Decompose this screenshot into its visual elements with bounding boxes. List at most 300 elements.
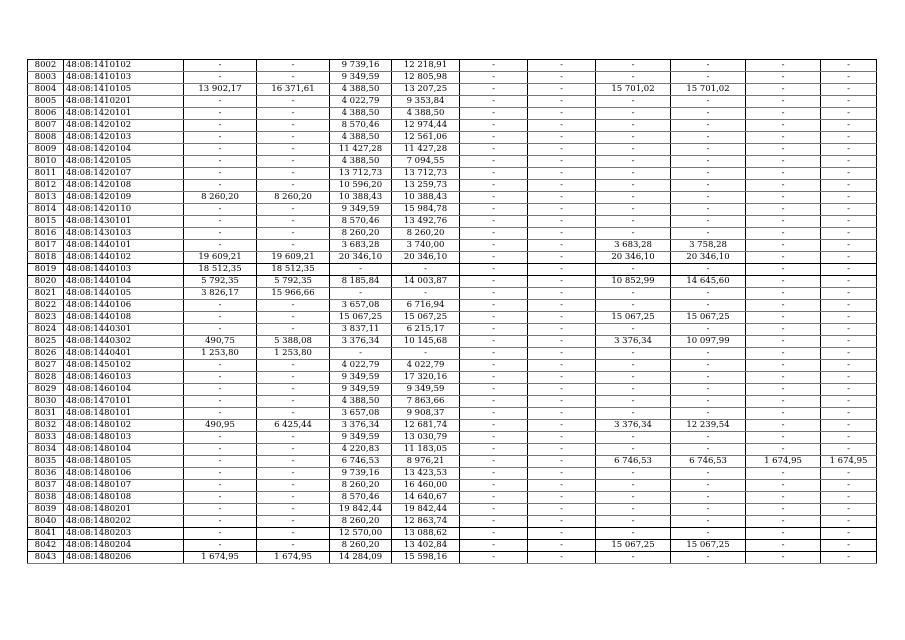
value-col-8-cell: - bbox=[528, 432, 596, 444]
table-row bbox=[28, 168, 877, 180]
table-row bbox=[28, 84, 877, 96]
table-row bbox=[28, 312, 877, 324]
table-row bbox=[28, 216, 877, 228]
value-col-12-cell: - bbox=[821, 156, 877, 168]
value-col-12-cell: - bbox=[821, 540, 877, 552]
value-col-10-cell: 15 067,25 bbox=[671, 312, 746, 324]
value-col-5-cell: 3 376,34 bbox=[330, 420, 392, 432]
value-col-8-cell: - bbox=[528, 540, 596, 552]
row-number-cell: 8035 bbox=[28, 456, 64, 468]
value-col-11-cell: - bbox=[746, 324, 821, 336]
value-col-5-cell: 10 596,20 bbox=[330, 180, 392, 192]
value-col-10-cell: - bbox=[671, 396, 746, 408]
value-col-10-cell: - bbox=[671, 168, 746, 180]
value-col-11-cell: - bbox=[746, 528, 821, 540]
value-col-8-cell: - bbox=[528, 504, 596, 516]
cadastral-number-cell: 48:08:1410103 bbox=[64, 72, 184, 84]
value-col-11-cell: - bbox=[746, 552, 821, 564]
value-col-7-cell: - bbox=[460, 504, 528, 516]
value-col-10-cell: - bbox=[671, 516, 746, 528]
value-col-5-cell: 9 349,59 bbox=[330, 72, 392, 84]
row-number-cell: 8026 bbox=[28, 348, 64, 360]
value-col-3-cell: - bbox=[184, 528, 257, 540]
value-col-12-cell: - bbox=[821, 132, 877, 144]
value-col-12-cell: - bbox=[821, 252, 877, 264]
table-row bbox=[28, 156, 877, 168]
row-number-cell: 8005 bbox=[28, 96, 64, 108]
value-col-5-cell: 4 388,50 bbox=[330, 132, 392, 144]
value-col-3-cell: - bbox=[184, 216, 257, 228]
value-col-12-cell: - bbox=[821, 432, 877, 444]
cadastral-number-cell: 48:08:1420103 bbox=[64, 132, 184, 144]
table-row bbox=[28, 420, 877, 432]
value-col-7-cell: - bbox=[460, 276, 528, 288]
value-col-10-cell: - bbox=[671, 372, 746, 384]
value-col-10-cell: - bbox=[671, 72, 746, 84]
value-col-8-cell: - bbox=[528, 408, 596, 420]
value-col-4-cell: 1 674,95 bbox=[257, 552, 330, 564]
value-col-5-cell: 15 067,25 bbox=[330, 312, 392, 324]
value-col-10-cell: - bbox=[671, 348, 746, 360]
value-col-9-cell: - bbox=[596, 144, 671, 156]
value-col-4-cell: - bbox=[257, 228, 330, 240]
value-col-6-cell: 13 030,79 bbox=[392, 432, 460, 444]
cadastral-number-cell: 48:08:1480104 bbox=[64, 444, 184, 456]
value-col-11-cell: - bbox=[746, 360, 821, 372]
row-number-cell: 8004 bbox=[28, 84, 64, 96]
value-col-11-cell: - bbox=[746, 468, 821, 480]
value-col-6-cell: 15 984,78 bbox=[392, 204, 460, 216]
value-col-12-cell: - bbox=[821, 300, 877, 312]
value-col-6-cell: 10 145,68 bbox=[392, 336, 460, 348]
value-col-11-cell: - bbox=[746, 240, 821, 252]
row-number-cell: 8006 bbox=[28, 108, 64, 120]
value-col-12-cell: - bbox=[821, 228, 877, 240]
row-number-cell: 8032 bbox=[28, 420, 64, 432]
value-col-9-cell: - bbox=[596, 396, 671, 408]
value-col-4-cell: 16 371,61 bbox=[257, 84, 330, 96]
row-number-cell: 8019 bbox=[28, 264, 64, 276]
value-col-4-cell: 5 388,08 bbox=[257, 336, 330, 348]
value-col-10-cell: - bbox=[671, 180, 746, 192]
value-col-11-cell: - bbox=[746, 312, 821, 324]
value-col-5-cell: 9 349,59 bbox=[330, 204, 392, 216]
value-col-10-cell: - bbox=[671, 552, 746, 564]
value-col-8-cell: - bbox=[528, 480, 596, 492]
value-col-12-cell: - bbox=[821, 396, 877, 408]
table-row bbox=[28, 288, 877, 300]
row-number-cell: 8010 bbox=[28, 156, 64, 168]
value-col-3-cell: 8 260,20 bbox=[184, 192, 257, 204]
value-col-6-cell: 7 863,66 bbox=[392, 396, 460, 408]
value-col-9-cell: - bbox=[596, 60, 671, 72]
value-col-9-cell: - bbox=[596, 204, 671, 216]
value-col-7-cell: - bbox=[460, 528, 528, 540]
value-col-5-cell: 14 284,09 bbox=[330, 552, 392, 564]
value-col-5-cell: 3 657,08 bbox=[330, 300, 392, 312]
value-col-7-cell: - bbox=[460, 312, 528, 324]
value-col-4-cell: 15 966,66 bbox=[257, 288, 330, 300]
value-col-10-cell: 15 701,02 bbox=[671, 84, 746, 96]
value-col-6-cell: 14 003,87 bbox=[392, 276, 460, 288]
cadastral-number-cell: 48:08:1480103 bbox=[64, 432, 184, 444]
value-col-11-cell: - bbox=[746, 192, 821, 204]
cadastral-number-cell: 48:08:1480107 bbox=[64, 480, 184, 492]
value-col-8-cell: - bbox=[528, 528, 596, 540]
table-row bbox=[28, 120, 877, 132]
value-col-8-cell: - bbox=[528, 192, 596, 204]
value-col-6-cell: 15 067,25 bbox=[392, 312, 460, 324]
value-col-7-cell: - bbox=[460, 60, 528, 72]
table-row bbox=[28, 516, 877, 528]
value-col-11-cell: - bbox=[746, 60, 821, 72]
value-col-5-cell: 8 570,46 bbox=[330, 216, 392, 228]
cadastral-number-cell: 48:08:1480108 bbox=[64, 492, 184, 504]
value-col-8-cell: - bbox=[528, 336, 596, 348]
value-col-5-cell: 9 349,59 bbox=[330, 432, 392, 444]
value-col-8-cell: - bbox=[528, 276, 596, 288]
value-col-8-cell: - bbox=[528, 516, 596, 528]
value-col-5-cell: 6 746,53 bbox=[330, 456, 392, 468]
value-col-10-cell: - bbox=[671, 468, 746, 480]
value-col-12-cell: - bbox=[821, 360, 877, 372]
value-col-3-cell: - bbox=[184, 72, 257, 84]
value-col-3-cell: - bbox=[184, 540, 257, 552]
value-col-4-cell: - bbox=[257, 108, 330, 120]
value-col-3-cell: - bbox=[184, 132, 257, 144]
value-col-11-cell: - bbox=[746, 156, 821, 168]
value-col-12-cell: - bbox=[821, 384, 877, 396]
value-col-6-cell: 14 640,67 bbox=[392, 492, 460, 504]
value-col-5-cell: 8 570,46 bbox=[330, 492, 392, 504]
value-col-10-cell: - bbox=[671, 504, 746, 516]
value-col-10-cell: - bbox=[671, 60, 746, 72]
value-col-6-cell: 8 260,20 bbox=[392, 228, 460, 240]
value-col-4-cell: - bbox=[257, 516, 330, 528]
value-col-3-cell: 490,95 bbox=[184, 420, 257, 432]
value-col-3-cell: - bbox=[184, 108, 257, 120]
table-row bbox=[28, 504, 877, 516]
row-number-cell: 8043 bbox=[28, 552, 64, 564]
value-col-6-cell: 20 346,10 bbox=[392, 252, 460, 264]
table-row bbox=[28, 552, 877, 564]
value-col-4-cell: - bbox=[257, 432, 330, 444]
value-col-6-cell: 6 215,17 bbox=[392, 324, 460, 336]
table-row bbox=[28, 204, 877, 216]
row-number-cell: 8038 bbox=[28, 492, 64, 504]
value-col-10-cell: - bbox=[671, 528, 746, 540]
value-col-9-cell: - bbox=[596, 180, 671, 192]
value-col-9-cell: 3 376,34 bbox=[596, 420, 671, 432]
table-row bbox=[28, 324, 877, 336]
cadastral-number-cell: 48:08:1440108 bbox=[64, 312, 184, 324]
table-body bbox=[28, 60, 877, 564]
value-col-4-cell: 6 425,44 bbox=[257, 420, 330, 432]
cadastral-number-cell: 48:08:1480201 bbox=[64, 504, 184, 516]
value-col-9-cell: - bbox=[596, 348, 671, 360]
value-col-9-cell: - bbox=[596, 384, 671, 396]
row-number-cell: 8014 bbox=[28, 204, 64, 216]
table-row bbox=[28, 468, 877, 480]
value-col-3-cell: - bbox=[184, 324, 257, 336]
value-col-12-cell: - bbox=[821, 264, 877, 276]
cadastral-number-cell: 48:08:1480105 bbox=[64, 456, 184, 468]
value-col-4-cell: - bbox=[257, 528, 330, 540]
cadastral-number-cell: 48:08:1420105 bbox=[64, 156, 184, 168]
value-col-6-cell: 10 388,43 bbox=[392, 192, 460, 204]
value-col-7-cell: - bbox=[460, 228, 528, 240]
value-col-3-cell: - bbox=[184, 312, 257, 324]
value-col-4-cell: - bbox=[257, 120, 330, 132]
value-col-4-cell: - bbox=[257, 372, 330, 384]
table-row bbox=[28, 372, 877, 384]
value-col-10-cell: - bbox=[671, 228, 746, 240]
row-number-cell: 8028 bbox=[28, 372, 64, 384]
value-col-8-cell: - bbox=[528, 120, 596, 132]
table-row bbox=[28, 264, 877, 276]
value-col-4-cell: - bbox=[257, 504, 330, 516]
value-col-6-cell: 15 598,16 bbox=[392, 552, 460, 564]
value-col-12-cell: - bbox=[821, 372, 877, 384]
value-col-10-cell: - bbox=[671, 156, 746, 168]
value-col-8-cell: - bbox=[528, 300, 596, 312]
table-row bbox=[28, 276, 877, 288]
value-col-11-cell: - bbox=[746, 420, 821, 432]
value-col-4-cell: 1 253,80 bbox=[257, 348, 330, 360]
cadastral-number-cell: 48:08:1450102 bbox=[64, 360, 184, 372]
value-col-12-cell: - bbox=[821, 108, 877, 120]
row-number-cell: 8009 bbox=[28, 144, 64, 156]
value-col-7-cell: - bbox=[460, 192, 528, 204]
value-col-3-cell: 1 253,80 bbox=[184, 348, 257, 360]
value-col-12-cell: - bbox=[821, 528, 877, 540]
value-col-3-cell: - bbox=[184, 168, 257, 180]
value-col-8-cell: - bbox=[528, 60, 596, 72]
value-col-9-cell: - bbox=[596, 228, 671, 240]
table-row bbox=[28, 240, 877, 252]
value-col-6-cell: 16 460,00 bbox=[392, 480, 460, 492]
cadastral-number-cell: 48:08:1440101 bbox=[64, 240, 184, 252]
value-col-4-cell: - bbox=[257, 96, 330, 108]
cadastral-number-cell: 48:08:1470101 bbox=[64, 396, 184, 408]
value-col-5-cell: 9 349,59 bbox=[330, 384, 392, 396]
value-col-4-cell: - bbox=[257, 444, 330, 456]
value-col-11-cell: - bbox=[746, 84, 821, 96]
value-col-5-cell: 12 570,00 bbox=[330, 528, 392, 540]
value-col-4-cell: - bbox=[257, 144, 330, 156]
row-number-cell: 8029 bbox=[28, 384, 64, 396]
value-col-8-cell: - bbox=[528, 72, 596, 84]
value-col-6-cell: 9 353,84 bbox=[392, 96, 460, 108]
value-col-11-cell: - bbox=[746, 252, 821, 264]
cadastral-number-cell: 48:08:1440301 bbox=[64, 324, 184, 336]
value-col-7-cell: - bbox=[460, 168, 528, 180]
value-col-11-cell: - bbox=[746, 432, 821, 444]
value-col-11-cell: - bbox=[746, 108, 821, 120]
value-col-10-cell: - bbox=[671, 108, 746, 120]
value-col-10-cell: - bbox=[671, 300, 746, 312]
value-col-5-cell: 13 712,73 bbox=[330, 168, 392, 180]
value-col-10-cell: - bbox=[671, 192, 746, 204]
value-col-4-cell: - bbox=[257, 240, 330, 252]
row-number-cell: 8020 bbox=[28, 276, 64, 288]
value-col-8-cell: - bbox=[528, 396, 596, 408]
value-col-4-cell: - bbox=[257, 312, 330, 324]
table-row bbox=[28, 384, 877, 396]
value-col-3-cell: 3 826,17 bbox=[184, 288, 257, 300]
cadastral-number-cell: 48:08:1440105 bbox=[64, 288, 184, 300]
value-col-4-cell: - bbox=[257, 216, 330, 228]
value-col-4-cell: - bbox=[257, 300, 330, 312]
value-col-5-cell: 3 837,11 bbox=[330, 324, 392, 336]
value-col-9-cell: - bbox=[596, 120, 671, 132]
value-col-8-cell: - bbox=[528, 312, 596, 324]
value-col-7-cell: - bbox=[460, 300, 528, 312]
value-col-7-cell: - bbox=[460, 468, 528, 480]
cadastral-number-cell: 48:08:1420104 bbox=[64, 144, 184, 156]
row-number-cell: 8039 bbox=[28, 504, 64, 516]
table-row bbox=[28, 456, 877, 468]
row-number-cell: 8023 bbox=[28, 312, 64, 324]
value-col-7-cell: - bbox=[460, 456, 528, 468]
value-col-12-cell: - bbox=[821, 168, 877, 180]
value-col-3-cell: - bbox=[184, 444, 257, 456]
value-col-7-cell: - bbox=[460, 324, 528, 336]
value-col-9-cell: - bbox=[596, 552, 671, 564]
value-col-9-cell: 6 746,53 bbox=[596, 456, 671, 468]
value-col-3-cell: - bbox=[184, 384, 257, 396]
value-col-11-cell: - bbox=[746, 204, 821, 216]
value-col-6-cell: - bbox=[392, 264, 460, 276]
value-col-5-cell: 8 260,20 bbox=[330, 540, 392, 552]
value-col-9-cell: - bbox=[596, 444, 671, 456]
value-col-10-cell: - bbox=[671, 132, 746, 144]
table-row bbox=[28, 144, 877, 156]
value-col-12-cell: - bbox=[821, 408, 877, 420]
value-col-12-cell: - bbox=[821, 504, 877, 516]
table-row bbox=[28, 72, 877, 84]
value-col-5-cell: 4 388,50 bbox=[330, 396, 392, 408]
value-col-8-cell: - bbox=[528, 132, 596, 144]
value-col-4-cell: 5 792,35 bbox=[257, 276, 330, 288]
value-col-9-cell: - bbox=[596, 504, 671, 516]
value-col-8-cell: - bbox=[528, 360, 596, 372]
table-row bbox=[28, 180, 877, 192]
value-col-7-cell: - bbox=[460, 216, 528, 228]
value-col-10-cell: 20 346,10 bbox=[671, 252, 746, 264]
value-col-3-cell: - bbox=[184, 96, 257, 108]
value-col-12-cell: - bbox=[821, 216, 877, 228]
value-col-12-cell: - bbox=[821, 348, 877, 360]
value-col-3-cell: - bbox=[184, 180, 257, 192]
row-number-cell: 8025 bbox=[28, 336, 64, 348]
table-row bbox=[28, 96, 877, 108]
table-row bbox=[28, 480, 877, 492]
row-number-cell: 8036 bbox=[28, 468, 64, 480]
value-col-5-cell: 9 739,16 bbox=[330, 468, 392, 480]
cadastral-value-table bbox=[27, 59, 877, 564]
cadastral-number-cell: 48:08:1410201 bbox=[64, 96, 184, 108]
cadastral-number-cell: 48:08:1420109 bbox=[64, 192, 184, 204]
value-col-5-cell: 8 260,20 bbox=[330, 228, 392, 240]
row-number-cell: 8007 bbox=[28, 120, 64, 132]
value-col-3-cell: - bbox=[184, 60, 257, 72]
value-col-3-cell: - bbox=[184, 408, 257, 420]
value-col-11-cell: - bbox=[746, 132, 821, 144]
value-col-11-cell: - bbox=[746, 264, 821, 276]
row-number-cell: 8021 bbox=[28, 288, 64, 300]
value-col-9-cell: - bbox=[596, 372, 671, 384]
value-col-9-cell: - bbox=[596, 468, 671, 480]
value-col-8-cell: - bbox=[528, 264, 596, 276]
value-col-4-cell: - bbox=[257, 324, 330, 336]
value-col-11-cell: - bbox=[746, 504, 821, 516]
value-col-7-cell: - bbox=[460, 360, 528, 372]
value-col-8-cell: - bbox=[528, 252, 596, 264]
value-col-11-cell: - bbox=[746, 180, 821, 192]
table-row bbox=[28, 528, 877, 540]
row-number-cell: 8011 bbox=[28, 168, 64, 180]
value-col-7-cell: - bbox=[460, 84, 528, 96]
value-col-6-cell: 6 716,94 bbox=[392, 300, 460, 312]
value-col-3-cell: - bbox=[184, 456, 257, 468]
value-col-6-cell: 4 388,50 bbox=[392, 108, 460, 120]
value-col-11-cell: 1 674,95 bbox=[746, 456, 821, 468]
value-col-4-cell: - bbox=[257, 456, 330, 468]
value-col-3-cell: - bbox=[184, 156, 257, 168]
value-col-4-cell: - bbox=[257, 408, 330, 420]
value-col-10-cell: 10 097,99 bbox=[671, 336, 746, 348]
value-col-5-cell: 8 260,20 bbox=[330, 480, 392, 492]
value-col-4-cell: - bbox=[257, 168, 330, 180]
value-col-6-cell: 8 976,21 bbox=[392, 456, 460, 468]
value-col-8-cell: - bbox=[528, 372, 596, 384]
value-col-3-cell: - bbox=[184, 372, 257, 384]
value-col-6-cell: 13 423,53 bbox=[392, 468, 460, 480]
value-col-7-cell: - bbox=[460, 444, 528, 456]
value-col-11-cell: - bbox=[746, 276, 821, 288]
value-col-3-cell: 18 512,35 bbox=[184, 264, 257, 276]
value-col-11-cell: - bbox=[746, 144, 821, 156]
value-col-5-cell: - bbox=[330, 264, 392, 276]
value-col-8-cell: - bbox=[528, 180, 596, 192]
value-col-9-cell: - bbox=[596, 492, 671, 504]
value-col-8-cell: - bbox=[528, 288, 596, 300]
value-col-9-cell: - bbox=[596, 72, 671, 84]
value-col-10-cell: 3 758,28 bbox=[671, 240, 746, 252]
value-col-7-cell: - bbox=[460, 204, 528, 216]
cadastral-number-cell: 48:08:1480206 bbox=[64, 552, 184, 564]
value-col-4-cell: - bbox=[257, 492, 330, 504]
row-number-cell: 8034 bbox=[28, 444, 64, 456]
value-col-3-cell: - bbox=[184, 492, 257, 504]
value-col-9-cell: - bbox=[596, 168, 671, 180]
value-col-3-cell: - bbox=[184, 432, 257, 444]
value-col-5-cell: 3 657,08 bbox=[330, 408, 392, 420]
value-col-10-cell: - bbox=[671, 288, 746, 300]
value-col-9-cell: - bbox=[596, 516, 671, 528]
value-col-9-cell: - bbox=[596, 528, 671, 540]
value-col-7-cell: - bbox=[460, 384, 528, 396]
value-col-12-cell: - bbox=[821, 84, 877, 96]
row-number-cell: 8018 bbox=[28, 252, 64, 264]
row-number-cell: 8037 bbox=[28, 480, 64, 492]
value-col-6-cell: 13 712,73 bbox=[392, 168, 460, 180]
value-col-8-cell: - bbox=[528, 204, 596, 216]
value-col-4-cell: - bbox=[257, 360, 330, 372]
value-col-10-cell: - bbox=[671, 492, 746, 504]
cadastral-number-cell: 48:08:1460103 bbox=[64, 372, 184, 384]
